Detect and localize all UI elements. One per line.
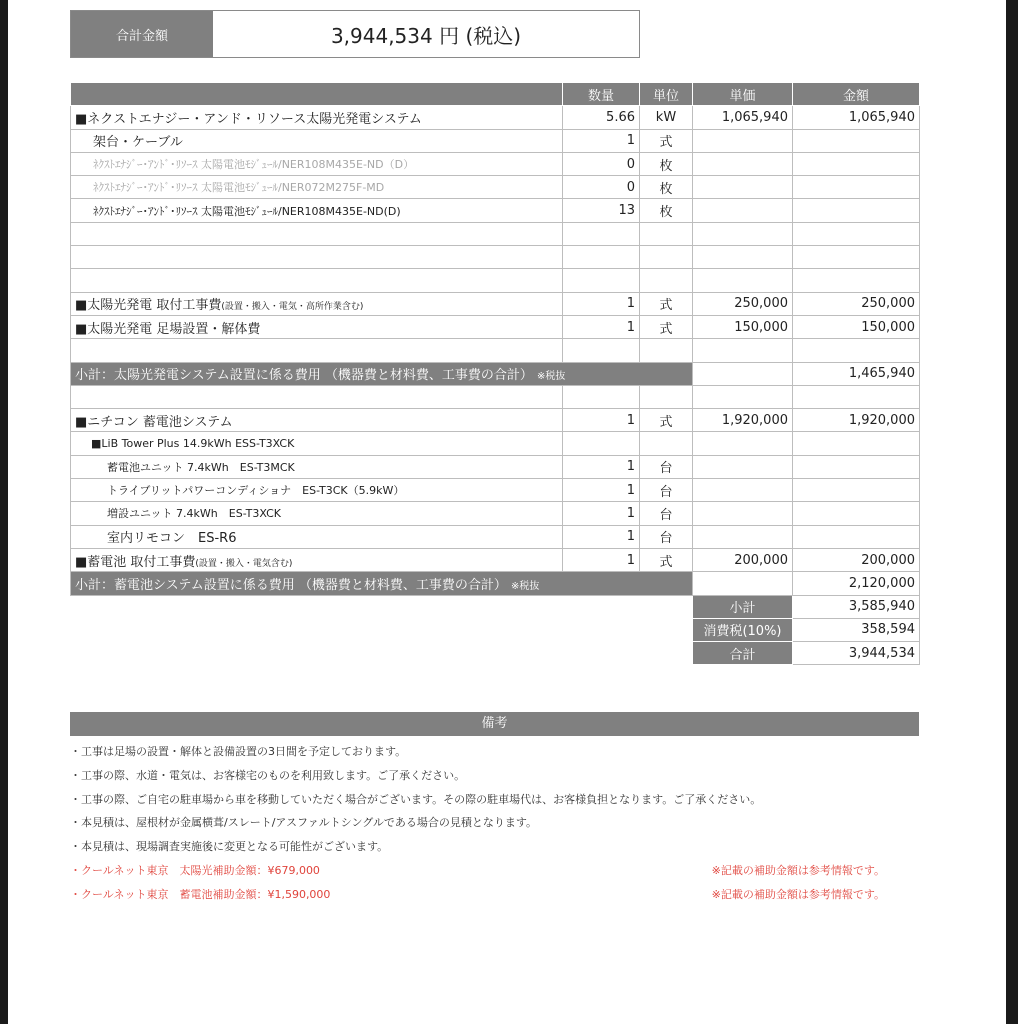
empty-cell <box>693 152 793 175</box>
summary-subtotal-row <box>71 595 920 618</box>
header-qty: 数量 <box>563 83 640 106</box>
item-amount: 1,920,000 <box>793 409 920 432</box>
item-unit: 式 <box>640 129 693 152</box>
remark-line <box>70 811 919 835</box>
item-name: トライブリットパワーコンディショナ ES-T3CK（5.9kW） <box>71 479 563 502</box>
table-header <box>71 83 920 106</box>
remark-text: ・本見積は、現場調査実施後に変更となる可能性がございます。 <box>70 840 389 854</box>
empty-cell <box>793 129 920 152</box>
table-row <box>71 548 920 571</box>
item-qty: 1 <box>563 409 640 432</box>
item-price: 1,065,940 <box>693 106 793 129</box>
install-note: (設置・搬入・電気・高所作業含む) <box>221 302 364 313</box>
header-item <box>71 83 563 106</box>
item-unit: 式 <box>640 292 693 315</box>
header-unit: 単位 <box>640 83 693 106</box>
item-price: 150,000 <box>693 315 793 338</box>
item-qty: 1 <box>563 548 640 571</box>
item-qty: 13 <box>563 199 640 222</box>
item-name: 蓄電池ユニット 7.4kWh ES-T3MCK <box>71 455 563 478</box>
table-row <box>71 152 920 175</box>
empty-cell <box>693 199 793 222</box>
empty-cell <box>693 176 793 199</box>
summary-subtotal-label: 小計 <box>693 595 793 618</box>
remark-line <box>70 835 919 859</box>
install-note: (設置・搬入・電気含む) <box>195 558 293 569</box>
subsidy-line <box>70 859 919 883</box>
item-amount: 1,065,940 <box>793 106 920 129</box>
table-row <box>71 409 920 432</box>
item-unit: 枚 <box>640 152 693 175</box>
item-unit: 式 <box>640 409 693 432</box>
empty-cell <box>693 572 793 595</box>
empty-cell <box>693 129 793 152</box>
table-row <box>71 106 920 129</box>
empty-row <box>71 246 920 269</box>
table-row <box>71 455 920 478</box>
item-name: ■ニチコン 蓄電池システム <box>71 409 563 432</box>
empty-row <box>71 385 920 408</box>
remark-line <box>70 740 919 764</box>
subtotal-text: 小計：太陽光発電システム設置に係る費用 （機器費と材料費、工事費の合計） <box>75 368 533 384</box>
summary-total-row <box>71 642 920 665</box>
item-price: 250,000 <box>693 292 793 315</box>
empty-cell <box>693 362 793 385</box>
item-name: 増設ユニット 7.4kWh ES-T3XCK <box>71 502 563 525</box>
item-unit: kW <box>640 106 693 129</box>
item-unit: 台 <box>640 455 693 478</box>
subtotal-text: 小計：蓄電池システム設置に係る費用 （機器費と材料費、工事費の合計） <box>75 577 507 593</box>
item-price: 1,920,000 <box>693 409 793 432</box>
subsidy-note: ※記載の補助金額は参考情報です。 <box>711 887 885 901</box>
empty-cell <box>793 432 920 455</box>
item-name <box>71 548 563 571</box>
item-qty: 1 <box>563 315 640 338</box>
empty-cell <box>793 479 920 502</box>
remark-line <box>70 788 919 812</box>
estimate-page <box>8 0 1006 1024</box>
table-row <box>71 525 920 548</box>
item-name: ■LiB Tower Plus 14.9kWh ESS-T3XCK <box>71 432 563 455</box>
install-title: ■太陽光発電 取付工事費 <box>75 298 222 314</box>
summary-tax-row <box>71 618 920 641</box>
subtotal-label <box>71 362 693 385</box>
empty-cell <box>693 479 793 502</box>
remarks-list <box>70 740 919 907</box>
remark-text: ・本見積は、屋根材が金属横葺/スレート/アスファルトシングルである場合の見積となります。 <box>70 816 538 830</box>
summary-subtotal-value: 3,585,940 <box>793 595 920 618</box>
item-unit: 枚 <box>640 176 693 199</box>
item-unit: 台 <box>640 525 693 548</box>
table-row <box>71 292 920 315</box>
empty-cell <box>640 432 693 455</box>
item-amount: 250,000 <box>793 292 920 315</box>
item-amount: 200,000 <box>793 548 920 571</box>
remark-line <box>70 764 919 788</box>
empty-cell <box>793 525 920 548</box>
item-name: ■太陽光発電 足場設置・解体費 <box>71 315 563 338</box>
install-title: ■蓄電池 取付工事費 <box>75 554 196 570</box>
remark-text: ・工事は足場の設置・解体と設備設置の3日間を予定しております。 <box>70 745 407 758</box>
item-unit: 式 <box>640 315 693 338</box>
subtotal-amount: 1,465,940 <box>793 362 920 385</box>
empty-cell <box>693 525 793 548</box>
item-qty: 1 <box>563 502 640 525</box>
subsidy-note: ※記載の補助金額は参考情報です。 <box>711 863 885 877</box>
summary-total-label: 合計 <box>693 642 793 665</box>
item-name: ■ネクストエナジー・アンド・リソース太陽光発電システム <box>71 106 563 129</box>
table-row <box>71 479 920 502</box>
empty-cell <box>563 432 640 455</box>
subsidy-line <box>70 883 919 907</box>
item-name <box>71 292 563 315</box>
subtotal-tax-note: ※税抜 <box>510 580 540 592</box>
empty-cell <box>793 199 920 222</box>
item-qty: 1 <box>563 455 640 478</box>
item-name: ﾈｸｽﾄｴﾅｼﾞｰ･ｱﾝﾄﾞ･ﾘｿｰｽ 太陽電池ﾓｼﾞｭｰﾙ/NER072M275F-MD <box>71 176 563 199</box>
remarks-section <box>70 712 919 907</box>
empty-row <box>71 222 920 245</box>
summary-tax-label: 消費税(10%) <box>693 618 793 641</box>
item-qty: 0 <box>563 176 640 199</box>
summary-tax-value: 358,594 <box>793 618 920 641</box>
table-row <box>71 315 920 338</box>
empty-cell <box>693 432 793 455</box>
subtotal-label <box>71 572 693 595</box>
empty-cell <box>693 455 793 478</box>
subsidy-text: ・クールネット東京 太陽光補助金額：¥679,000 <box>70 863 320 877</box>
empty-row <box>71 339 920 362</box>
subsidy-text: ・クールネット東京 蓄電池補助金額：¥1,590,000 <box>70 887 331 901</box>
item-name: 室内リモコン ES-R6 <box>71 525 563 548</box>
item-qty: 1 <box>563 479 640 502</box>
table-row <box>71 176 920 199</box>
item-unit: 枚 <box>640 199 693 222</box>
empty-cell <box>793 502 920 525</box>
item-name: ﾈｸｽﾄｴﾅｼﾞｰ･ｱﾝﾄﾞ･ﾘｿｰｽ 太陽電池ﾓｼﾞｭｰﾙ/NER108M435E-ND(D) <box>71 199 563 222</box>
header-amount: 金額 <box>793 83 920 106</box>
header-price: 単価 <box>693 83 793 106</box>
item-qty: 1 <box>563 525 640 548</box>
item-amount: 150,000 <box>793 315 920 338</box>
item-unit: 台 <box>640 479 693 502</box>
empty-cell <box>693 502 793 525</box>
item-name: ﾈｸｽﾄｴﾅｼﾞｰ･ｱﾝﾄﾞ･ﾘｿｰｽ 太陽電池ﾓｼﾞｭｰﾙ/NER108M435E-ND（D） <box>71 152 563 175</box>
summary-total-value: 3,944,534 <box>793 642 920 665</box>
remark-text: ・工事の際、水道・電気は、お客様宅のものを利用致します。ご了承ください。 <box>70 768 466 782</box>
subtotal-amount: 2,120,000 <box>793 572 920 595</box>
table-row <box>71 502 920 525</box>
estimate-table <box>70 82 920 665</box>
item-qty: 0 <box>563 152 640 175</box>
subtotal-row-battery <box>71 572 920 595</box>
empty-row <box>71 269 920 292</box>
item-qty: 5.66 <box>563 106 640 129</box>
remark-text: ・工事の際、ご自宅の駐車場から車を移動していただく場合がございます。その際の駐車場代は、お客様負担となります。ご了承ください。 <box>70 792 762 806</box>
item-unit: 式 <box>640 548 693 571</box>
table-row <box>71 129 920 152</box>
empty-cell <box>793 455 920 478</box>
table-row <box>71 199 920 222</box>
item-unit: 台 <box>640 502 693 525</box>
remarks-title: 備考 <box>70 712 919 736</box>
subtotal-tax-note: ※税抜 <box>536 371 566 383</box>
item-name: 架台・ケーブル <box>71 129 563 152</box>
grand-total-box <box>70 10 640 58</box>
item-qty: 1 <box>563 129 640 152</box>
item-price: 200,000 <box>693 548 793 571</box>
item-qty: 1 <box>563 292 640 315</box>
empty-cell <box>793 152 920 175</box>
subtotal-row-solar <box>71 362 920 385</box>
grand-total-label: 合計金額 <box>71 11 213 57</box>
table-row <box>71 432 920 455</box>
empty-cell <box>793 176 920 199</box>
grand-total-value: 3,944,534 円 (税込) <box>330 23 522 48</box>
